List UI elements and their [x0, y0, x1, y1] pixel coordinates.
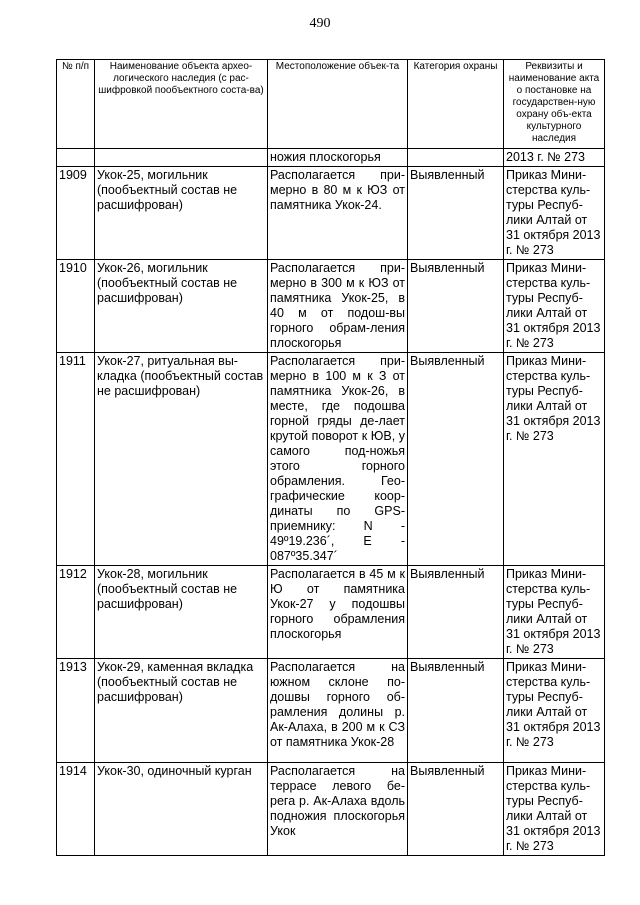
row-location: Располагается при-мерно в 100 м к З от памятника Укок-26, в месте, где подошва горной гряды де-лает крутой поворот к ЮВ, у самого под-ножья этого горного обрамления. Гео-графические коор-динаты по GPS-приемнику: N - 49º19.236´, E - 087º35.347´: [268, 353, 408, 566]
row-location: Располагается при-мерно в 300 м к ЮЗ от памятника Укок-25, в 40 м от подош-вы горного обрам-ления плоскогорья: [268, 260, 408, 353]
row-requisites: Приказ Мини-стерства куль-туры Респуб-лики Алтай от 31 октября 2013 г. № 273: [504, 353, 605, 566]
row-location: Располагается в 45 м к Ю от памятника Укок-27 у подошвы горного обрамления плоскогорья: [268, 566, 408, 659]
continuation-requisites: 2013 г. № 273: [504, 149, 605, 167]
continuation-location: ножия плоскогорья: [268, 149, 408, 167]
row-category: Выявленный: [408, 167, 504, 260]
table-body: [57, 167, 605, 856]
row-requisites: Приказ Мини-стерства куль-туры Респуб-лики Алтай от 31 октября 2013 г. № 273: [504, 763, 605, 856]
row-category: Выявленный: [408, 353, 504, 566]
table-row: [57, 260, 605, 353]
row-number: 1914: [57, 763, 95, 856]
heritage-registry-table: [56, 59, 605, 856]
row-category: Выявленный: [408, 659, 504, 763]
row-requisites: Приказ Мини-стерства куль-туры Респуб-лики Алтай от 31 октября 2013 г. № 273: [504, 167, 605, 260]
row-requisites: Приказ Мини-стерства куль-туры Респуб-лики Алтай от 31 октября 2013 г. № 273: [504, 566, 605, 659]
row-requisites: Приказ Мини-стерства куль-туры Респуб-лики Алтай от 31 октября 2013 г. № 273: [504, 260, 605, 353]
continuation-row: [57, 149, 605, 167]
row-location: Располагается на южном склоне по-дошвы горного об-рамления долины р. Ак-Алаха, в 200 м к СЗ от памятника Укок-28: [268, 659, 408, 763]
row-number: 1913: [57, 659, 95, 763]
header-location: Местоположение объек-та: [268, 60, 408, 149]
header-category: Категория охраны: [408, 60, 504, 149]
row-number: 1909: [57, 167, 95, 260]
row-name: Укок-27, ритуальная вы-кладка (пообъектный состав не расшифрован): [95, 353, 268, 566]
page-number: 490: [309, 16, 331, 31]
row-number: 1910: [57, 260, 95, 353]
table-row: [57, 167, 605, 260]
row-name: Укок-25, могильник (пообъектный состав не расшифрован): [95, 167, 268, 260]
header-requisites: Реквизиты и наименование акта о постановке на государствен-ную охрану объ-екта культурного наследия: [504, 60, 605, 149]
row-location: Располагается при-мерно в 80 м к ЮЗ от памятника Укок-24.: [268, 167, 408, 260]
header-name: Наименование объекта архео-логического наследия (с рас-шифровкой пообъектного соста-ва): [95, 60, 268, 149]
row-location: Располагается на террасе левого бе-рега р. Ак-Алаха вдоль подножия плоскогорья Укок: [268, 763, 408, 856]
row-category: Выявленный: [408, 763, 504, 856]
row-name: Укок-26, могильник (пообъектный состав не расшифрован): [95, 260, 268, 353]
row-number: 1911: [57, 353, 95, 566]
table-row: [57, 353, 605, 566]
table-row: [57, 659, 605, 763]
row-requisites: Приказ Мини-стерства куль-туры Респуб-лики Алтай от 31 октября 2013 г. № 273: [504, 659, 605, 763]
row-name: Укок-28, могильник (пообъектный состав не расшифрован): [95, 566, 268, 659]
row-category: Выявленный: [408, 260, 504, 353]
header-num: № п/п: [57, 60, 95, 149]
row-category: Выявленный: [408, 566, 504, 659]
table-header-row: [57, 60, 605, 149]
table-row: [57, 763, 605, 856]
row-name: Укок-29, каменная вкладка (пообъектный состав не расшифрован): [95, 659, 268, 763]
row-number: 1912: [57, 566, 95, 659]
row-name: Укок-30, одиночный курган: [95, 763, 268, 856]
table-row: [57, 566, 605, 659]
